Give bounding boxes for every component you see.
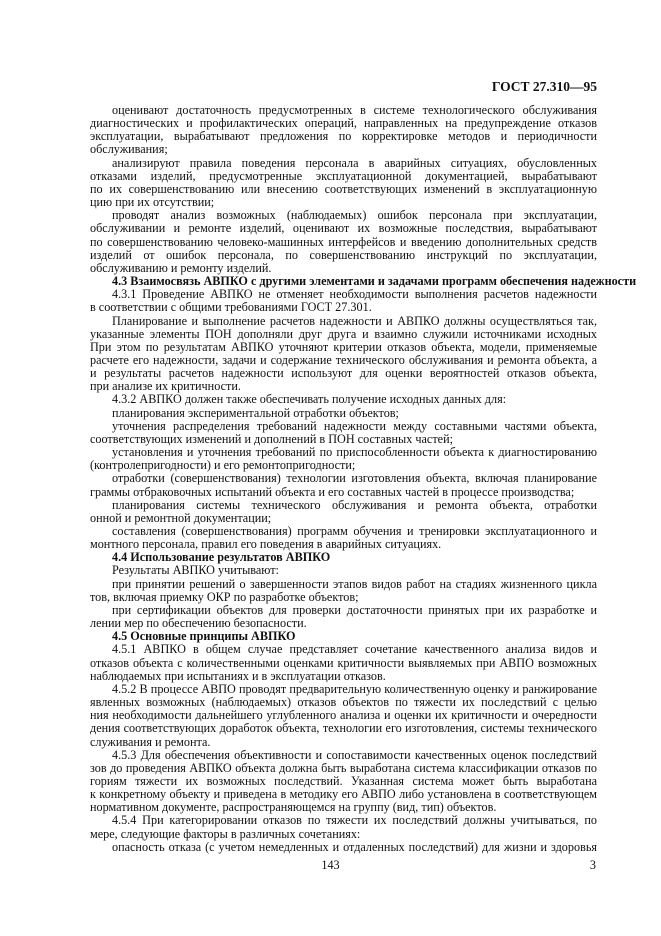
paragraph [90,683,597,749]
document-code-header: ГОСТ 27.310—95 [491,79,597,94]
paragraph [90,841,597,854]
text-line: 4.4 Использование результатов АВПКО [112,550,331,565]
text-line: при сертификации объектов для проверки достаточности принятых при их разработке и [112,603,597,617]
text-line: зов до проведения АВПКО объекта должна быть выработана система классификации отказов по [90,761,597,775]
text-line: по совершенствованию человеко-машинных интерфейсов и введению дополнительных средств [90,235,597,249]
paragraph [90,315,597,394]
sheet-number: 3 [589,858,596,872]
paragraph [90,472,597,498]
text-line: оценивают достаточность предусмотренных в системе технологического обслуживания [112,104,597,117]
text-line: цию при их отсутствии; [90,195,215,210]
text-line: обслуживании и ремонте изделий, оценивают их возможные последствия, вырабатывают [90,222,597,236]
text-line: изделий от ошибок персонала, по совершенствованию инструкций по эксплуатации, [90,248,597,262]
text-line: нормативном документе, распространяющемся на группу (вид, тип) объектов. [90,800,497,815]
text-line: лении мер по обеспечению безопасности. [90,616,307,631]
text-line: ния необходимости дальнейшего углубленного анализа и оценки их критичности и очередности [90,709,597,723]
text-line: в соответствии с общими требованиями ГОСТ 27.301. [90,300,372,315]
text-line: анализируют правила поведения персонала в аварийных ситуациях, обусловленных [112,156,597,170]
section-heading [90,630,597,643]
text-line: При этом по результатам АВПКО уточняют критерии отказов объекта, модели, применяемые [90,340,597,354]
text-line: 4.3.1 Проведение АВПКО не отменяет необходимости выполнения расчетов надежности [112,288,597,302]
paragraph [90,604,597,630]
text-line: гориям тяжести их возможных последствий. Указанная система может быть выработана [90,774,597,788]
text-line: отказами изделий, предусмотренные эксплуатационной документацией, вырабатывают [90,169,597,183]
text-line: 4.3 Взаимосвязь АВПКО с другими элементами и задачами программ обеспечения надежности [112,274,637,289]
text-line: 4.5.2 В процессе АВПО проводят предварительную количественную оценку и ранжирование [112,682,597,696]
text-line: граммы отбраковочных испытаний объекта и его составных частей в процессе производства; [90,484,575,499]
text-line: соответствующих изменений и дополнений в ПОН составных частей; [90,431,453,446]
text-line: мере, следующие факторы в различных сочетаниях: [90,826,361,841]
text-line: (контролепригодности) и его ремонтопригодности; [90,458,356,473]
text-line: эксплуатации, вырабатывают предложения по корректировке методов и периодичности [90,130,597,144]
paragraph [90,157,597,210]
text-line: и результаты расчетов надежности используют для оценки вероятностей отказов объекта, [90,367,597,381]
paragraph [90,564,597,577]
paragraph [90,578,597,604]
text-line: по их совершенствованию или внесению соответствующих изменений в эксплуатационную [90,182,597,196]
text-line: Планирование и выполнение расчетов надежности и АВПКО должны осуществляться так, [112,314,597,328]
paragraph [90,749,597,815]
text-line: онной и ремонтной документации; [90,510,272,525]
text-line: 4.5.3 Для обеспечения объективности и сопоставимости качественных оценок последствий [112,748,597,762]
paragraph [90,104,597,157]
text-line: проводят анализ возможных (наблюдаемых) ошибок персонала при эксплуатации, [112,209,597,223]
text-line: составления (совершенствования) программ обучения и тренировки эксплуатационного и [112,525,597,538]
text-line: опасность отказа (с учетом немедленных и отдаленных последствий) для жизни и здоровья [112,840,597,854]
text-line: установления и уточнения требований по приспособленности объекта к диагностированию [112,446,597,460]
text-line: планирования системы технического обслуживания и ремонта объекта, отработки [112,498,597,512]
paragraph [90,393,597,406]
text-line: 4.5 Основные принципы АВПКО [112,629,296,644]
text-line: отказов объекта с количественными оценками критичности выявляемых при АВПО возможных [90,656,597,670]
text-line: планирования экспериментальной отработки объектов; [112,405,399,420]
text-line: при анализе их критичности. [90,379,241,394]
text-line: 4.3.2 АВПКО должен также обеспечивать получение исходных данных для: [112,392,507,407]
text-line: 4.5.1 АВПКО в общем случае представляет сочетание качественного анализа видов и [112,643,597,657]
paragraph [90,499,597,525]
text-line: уточнения распределения требований надежности между составными частями объекта, [112,419,597,433]
text-line: наблюдаемых при испытаниях и в эксплуатации отказов. [90,668,386,683]
text-line: указанные элементы ПОН дополняли друг друга и взаимно служили источниками исходных [90,327,597,341]
paragraph [90,446,597,472]
paragraph [90,525,597,551]
text-line: тов, включая приемку ОКР по разработке объектов; [90,589,359,604]
text-line: 4.5.4 При категорировании отказов по тяжести их последствий должны учитываться, по [112,814,597,828]
text-line: обслуживанию и ремонту изделий. [90,260,272,275]
text-line: отработки (совершенствования) технологии изготовления объекта, включая планирование [112,472,597,486]
section-heading [90,274,637,289]
paragraph [90,209,597,275]
text-line: дения соответствующих доработок объекта, технологии его изготовления, системы технического [90,722,597,736]
text-line: при принятии решений о завершенности этапов видов работ на стадиях жизненного цикла [112,577,597,591]
paragraph [90,288,597,314]
text-line: монтного персонала, правил его поведения в аварийных ситуациях. [90,537,442,552]
text-line: служивания и ремонта. [90,734,211,749]
text-line: обслуживания; [90,142,168,157]
text-line: явленных возможных (наблюдаемых) отказов объектов по тяжести их последствий с целью [90,696,597,710]
paragraph [90,643,597,682]
page-number: 143 [321,858,340,872]
text-line: диагностических и профилактических операций, направленных на предупреждение отказов [90,117,597,131]
paragraph [90,407,597,420]
paragraph [90,420,597,446]
text-line: Результаты АВПКО учитывают: [112,563,279,578]
document-body [90,104,637,854]
paragraph [90,814,597,840]
text-line: к конкретному объекту и приведена в методику его АВПО либо установлена в соответствующем [90,788,597,802]
text-line: расчете его надежности, задачи и содержание технического обслуживания и ремонта объекта, а [90,353,597,367]
